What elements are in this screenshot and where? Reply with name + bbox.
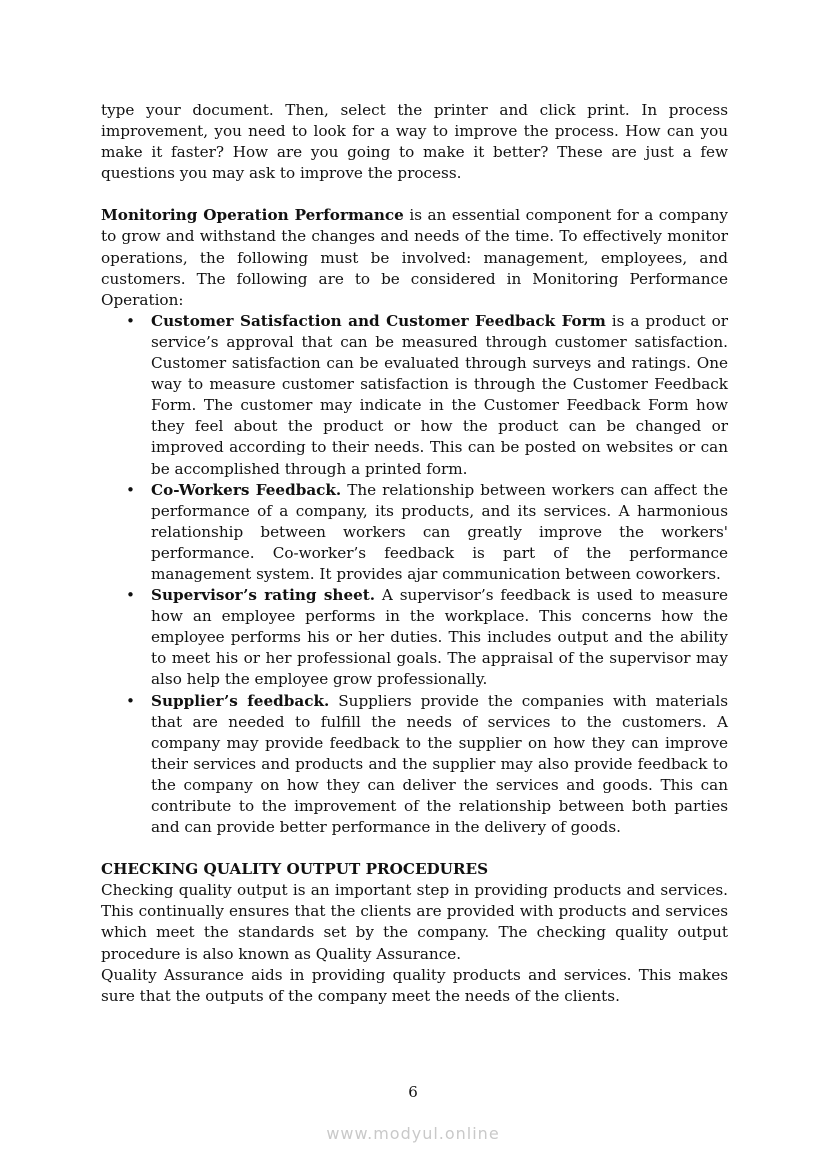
list-item-term: Supervisor’s rating sheet.	[151, 586, 376, 605]
list-item-term: Customer Satisfaction and Customer Feedback Form	[151, 311, 606, 330]
bullet-icon: •	[126, 480, 135, 499]
paragraph-spacer	[101, 184, 728, 205]
bullet-icon: •	[126, 586, 135, 605]
checking-paragraph-2: Quality Assurance aids in providing quality products and services. This makes sure that the outputs of the company meet the needs of the clients.	[101, 965, 728, 1005]
list-item-supplier-feedback	[126, 691, 728, 839]
monitoring-list	[101, 311, 728, 838]
checking-paragraph-1: Checking quality output is an important step in providing products and services. This continually ensures that the clients are provided with products and services which meet the standards set by the company. The checking quality output procedure is also known as Quality Assurance.	[101, 881, 728, 963]
monitoring-text: is an essential component for a company to grow and withstand the changes and needs of the time. To effectively monitor operations, the following must be involved: management, employees, and customers. The following are to be considered in Monitoring Performance Operation:	[101, 206, 728, 309]
list-item-text: The relationship between workers can affect the performance of a company, its products, and its services. A harmonious relationship between workers can greatly improve the workers' performance. Co-worker’s feedback is part of the performance management system. It provides ajar communication between coworkers.	[151, 480, 729, 583]
section-heading: CHECKING QUALITY OUTPUT PROCEDURES	[101, 860, 489, 879]
list-item-supervisor-rating	[126, 585, 728, 690]
monitoring-heading: Monitoring Operation Performance	[101, 206, 404, 225]
list-item-customer-feedback	[126, 311, 728, 480]
page-number: 6	[408, 1083, 418, 1101]
bullet-icon: •	[126, 311, 135, 330]
bullet-icon: •	[126, 691, 135, 710]
list-item-text: is a product or service’s approval that can be measured through customer satisfaction. Customer satisfaction can be evaluated through surveys and ratings. One way to measure customer satisfaction is through the Customer Feedback Form. The customer may indicate in the Customer Feedback Form how they feel about the product or how the product can be changed or improved according to their needs. This can be posted on websites or can be accomplished through a printed form.	[151, 311, 728, 478]
list-item-text: A supervisor’s feedback is used to measure how an employee performs in the workplace. This concerns how the employee performs his or her duties. This includes output and the ability to meet his or her professional goals. The appraisal of the supervisor may also help the employee grow professionally.	[151, 586, 728, 689]
paragraph-spacer	[101, 838, 728, 859]
page-content	[101, 100, 728, 1007]
list-item-term: Co-Workers Feedback.	[151, 480, 342, 499]
list-item-text: Suppliers provide the companies with materials that are needed to fulfill the needs of services to the customers. A company may provide feedback to the supplier on how they can improve their services and products and the supplier may also provide feedback to the company on how they can deliver the services and goods. This can contribute to the improvement of the relationship between both parties and can provide better performance in the delivery of goods.	[151, 691, 728, 837]
watermark: www.modyul.online	[326, 1124, 500, 1143]
list-item-coworkers-feedback	[126, 480, 729, 585]
monitoring-paragraph	[101, 205, 728, 310]
list-item-term: Supplier’s feedback.	[151, 691, 330, 710]
intro-paragraph: type your document. Then, select the printer and click print. In process improvement, you need to look for a way to improve the process. How can you make it faster? How are you going to make it better? These are just a few questions you may ask to improve the process.	[101, 101, 728, 183]
